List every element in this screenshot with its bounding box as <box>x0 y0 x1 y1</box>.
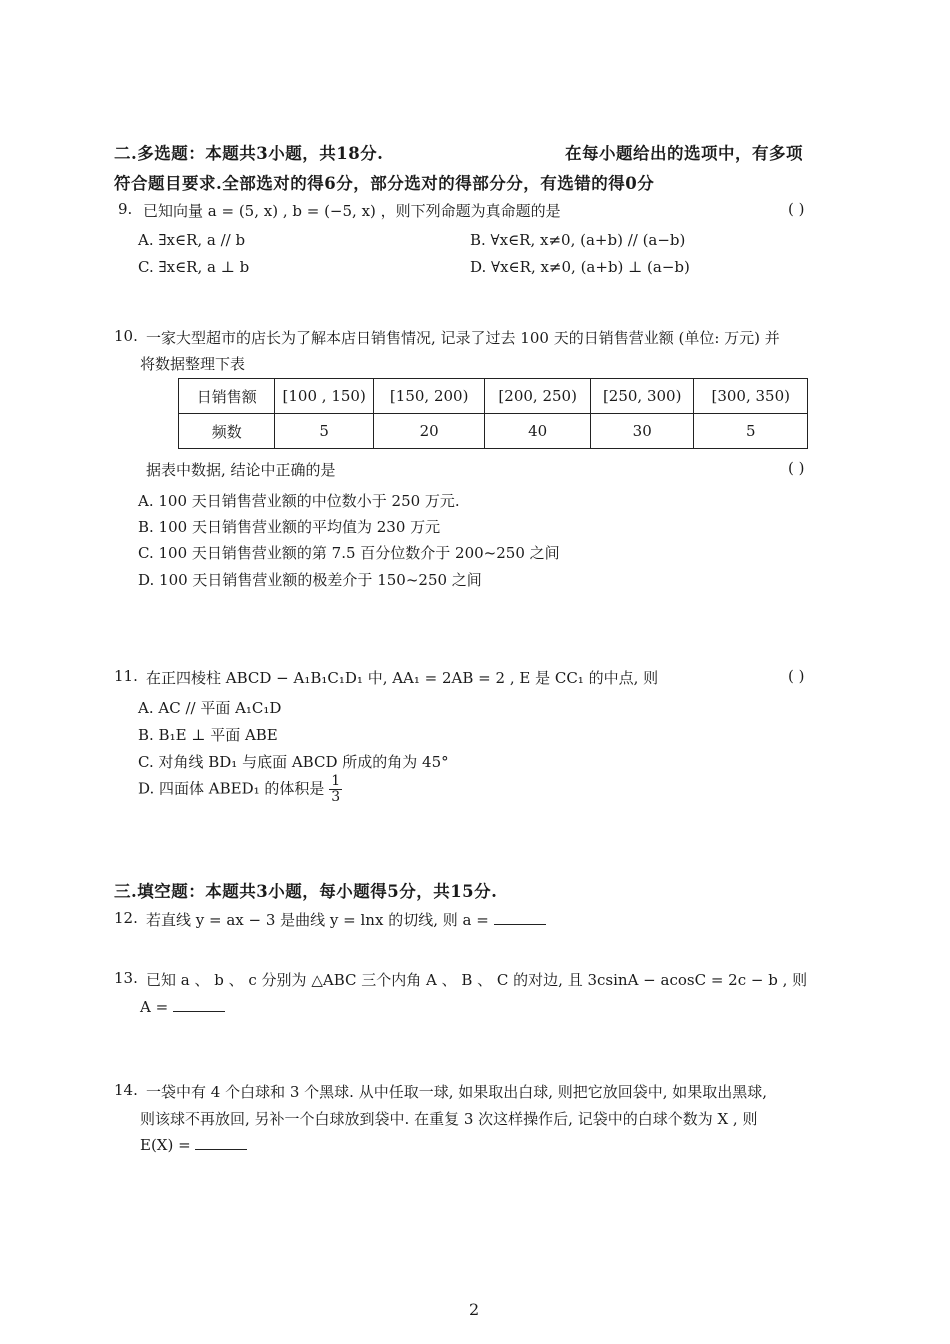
fraction-numerator: 1 <box>331 773 341 789</box>
q12-text: 若直线 y = ax − 3 是曲线 y = lnx 的切线, 则 a = <box>146 911 489 929</box>
q11-option-d <box>138 774 342 805</box>
section2-title-right: 在每小题给出的选项中，有多项 <box>565 144 803 163</box>
q9-option-b: B. ∀x∈R, x≠0, (a+b) // (a−b) <box>470 231 686 249</box>
table-cell: 20 <box>373 414 484 449</box>
q10-option-c: C. 100 天日销售营业额的第 7.5 百分位数介于 200~250 之间 <box>138 544 560 562</box>
q10-line1: 一家大型超市的店长为了解本店日销售情况, 记录了过去 100 天的日销售营业额 (单位: 万元) 并 <box>146 329 780 347</box>
q10-option-a: A. 100 天日销售营业额的中位数小于 250 万元. <box>138 492 460 510</box>
q9-text: 已知向量 a = (5, x) , b = (−5, x) ，则下列命题为真命题的是 <box>143 202 561 220</box>
q9-answer-paren: ( ) <box>788 200 805 218</box>
q9-option-d: D. ∀x∈R, x≠0, (a+b) ⊥ (a−b) <box>470 258 690 276</box>
table-cell: 40 <box>485 414 591 449</box>
page-number: 2 <box>469 1300 480 1319</box>
q10-option-b: B. 100 天日销售营业额的平均值为 230 万元 <box>138 518 441 536</box>
table-header-row <box>179 379 808 414</box>
q9-number: 9. <box>118 200 133 218</box>
q10-line2: 将数据整理下表 <box>140 355 246 373</box>
section2-title-left: 二.多选题：本题共3小题，共18分. <box>114 144 384 163</box>
table-header-cell: [300, 350) <box>694 379 808 414</box>
q12-number: 12. <box>114 909 138 927</box>
q10-number: 10. <box>114 327 138 345</box>
q11-option-b: B. B₁E ⊥ 平面 ABE <box>138 726 278 744</box>
table-cell: 5 <box>694 414 808 449</box>
frequency-table <box>178 378 808 449</box>
q14-answer-label: E(X) = <box>140 1136 191 1154</box>
q11-option-c: C. 对角线 BD₁ 与底面 ABCD 所成的角为 45° <box>138 753 449 771</box>
q11-text: 在正四棱柱 ABCD − A₁B₁C₁D₁ 中, AA₁ = 2AB = 2 , E 是 CC₁ 的中点, 则 <box>146 669 659 687</box>
table-cell: 5 <box>275 414 374 449</box>
q13-answer-label: A = <box>140 998 169 1016</box>
q10-option-d: D. 100 天日销售营业额的极差介于 150~250 之间 <box>138 571 482 589</box>
table-header-cell: 日销售额 <box>179 379 275 414</box>
q10-prompt: 据表中数据, 结论中正确的是 <box>146 461 336 479</box>
q14-line2: 则该球不再放回, 另补一个白球放到袋中. 在重复 3 次这样操作后, 记袋中的白球个数为 X , 则 <box>140 1110 758 1128</box>
q10-answer-paren: ( ) <box>788 459 805 477</box>
table-header-cell: [100 , 150) <box>275 379 374 414</box>
q13-number: 13. <box>114 969 138 987</box>
q13-answer-blank[interactable] <box>173 997 225 1012</box>
q13-line1: 已知 a 、 b 、 c 分别为 △ABC 三个内角 A 、 B 、 C 的对边, 且 3csinA − acosC = 2c − b , 则 <box>146 971 808 989</box>
table-row <box>179 414 808 449</box>
table-cell: 30 <box>590 414 694 449</box>
q14-line1: 一袋中有 4 个白球和 3 个黑球. 从中任取一球, 如果取出白球, 则把它放回袋中, 如果取出黑球, <box>146 1083 768 1101</box>
q12-line <box>146 909 546 930</box>
table-cell: 频数 <box>179 414 275 449</box>
q13-line2 <box>140 997 225 1016</box>
section2-title-line2: 符合题目要求.全部选对的得6分，部分选对的得部分分，有选错的得0分 <box>114 174 655 193</box>
q14-line3 <box>140 1135 247 1154</box>
q11-answer-paren: ( ) <box>788 667 805 685</box>
q11-number: 11. <box>114 667 138 685</box>
q11-option-a: A. AC // 平面 A₁C₁D <box>138 699 282 717</box>
one-third-fraction <box>329 774 342 805</box>
section3-title: 三.填空题：本题共3小题，每小题得5分，共15分. <box>114 882 498 901</box>
table-header-cell: [250, 300) <box>590 379 694 414</box>
q14-number: 14. <box>114 1081 138 1099</box>
q12-answer-blank[interactable] <box>494 910 546 925</box>
q14-answer-blank[interactable] <box>195 1135 247 1150</box>
q11-option-d-text: D. 四面体 ABED₁ 的体积是 <box>138 779 325 798</box>
fraction-denominator: 3 <box>331 789 341 805</box>
q9-option-a: A. ∃x∈R, a // b <box>138 231 246 249</box>
q9-option-c: C. ∃x∈R, a ⊥ b <box>138 258 250 276</box>
table-header-cell: [150, 200) <box>373 379 484 414</box>
table-header-cell: [200, 250) <box>485 379 591 414</box>
